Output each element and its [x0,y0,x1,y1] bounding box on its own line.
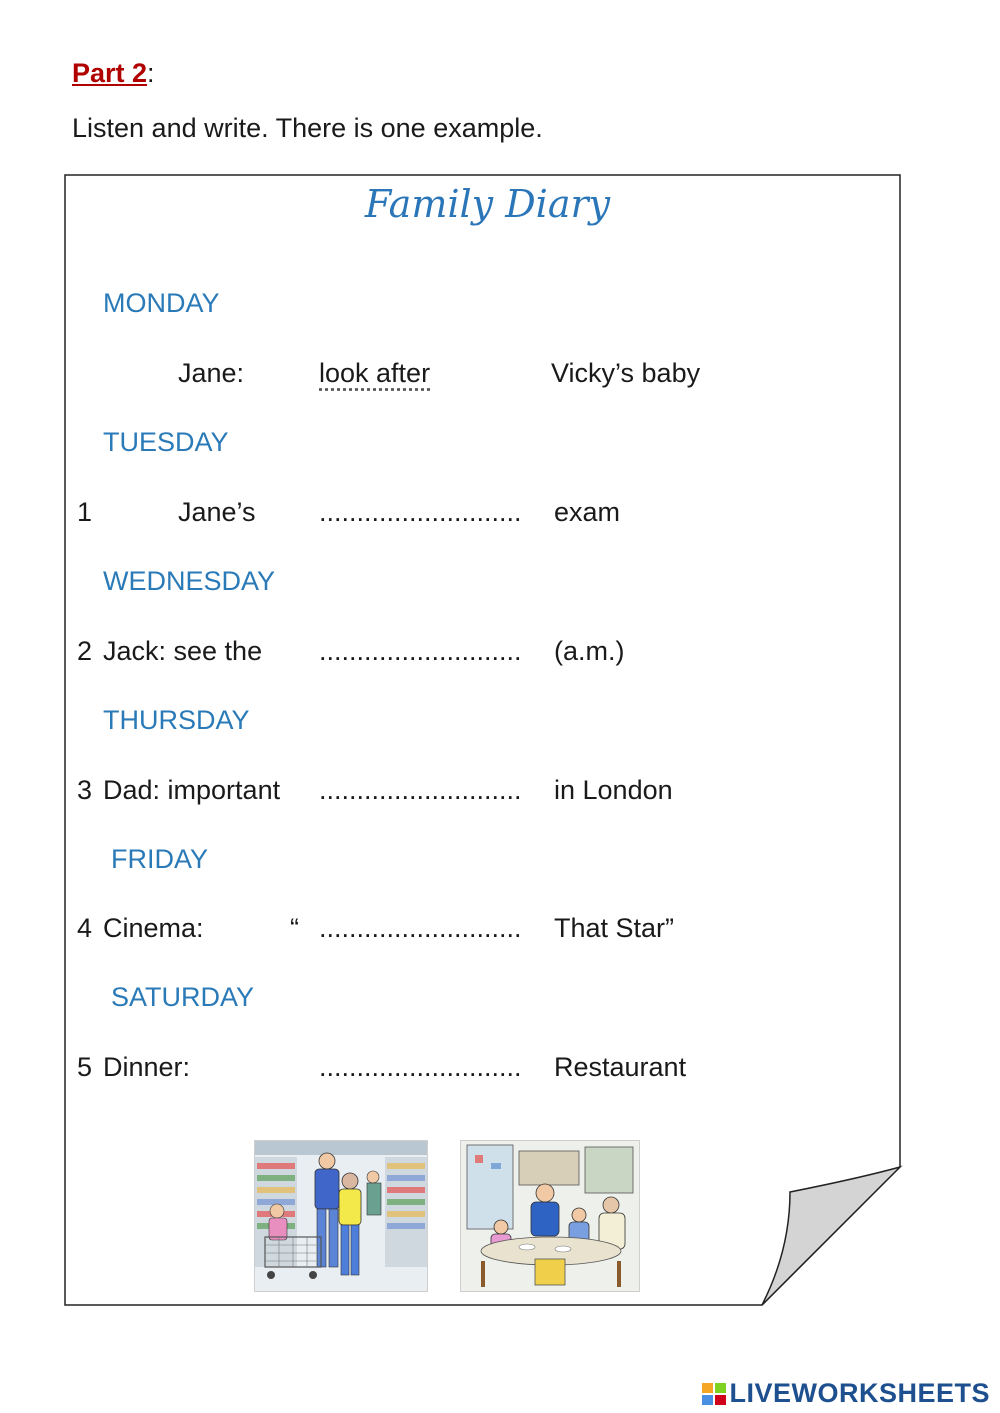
answer-blank-2[interactable]: ........................... [319,636,522,666]
diary-title: Family Diary [364,182,611,226]
example-who: Jane: [178,358,245,388]
item-label: Cinema: [103,913,204,943]
answer-blank-3[interactable]: ........................... [319,775,522,805]
open-quote: “ [290,913,299,943]
item-rest: in London [554,775,673,805]
item-number: 5 [77,1052,93,1082]
item-number: 2 [77,636,93,666]
example-answer: look after [319,358,431,388]
answer-blank-1[interactable]: ........................... [319,497,522,527]
item-rest: exam [554,497,621,527]
example-rest: Vicky’s baby [551,358,701,388]
day-tuesday: TUESDAY [103,427,229,457]
part-colon: : [147,58,155,88]
day-thursday: THURSDAY [103,705,250,735]
item-rest: Restaurant [554,1052,687,1082]
day-wednesday: WEDNESDAY [103,566,276,596]
item-number: 1 [77,497,93,527]
item-rest: (a.m.) [554,636,625,666]
item-number: 3 [77,775,93,805]
day-saturday: SATURDAY [111,982,255,1012]
day-friday: FRIDAY [111,844,209,874]
item-label: Jack: see the [103,636,263,666]
item-label: Dad: important [103,775,281,805]
supermarket-illustration [254,1140,428,1292]
family-dinner-illustration [460,1140,640,1292]
item-label: Jane’s [178,497,256,527]
item-label: Dinner: [103,1052,191,1082]
liveworksheets-brand [702,1378,990,1409]
part-label: Part 2 [72,58,148,88]
brand-text: LIVEWORKSHEETS [729,1378,990,1408]
item-rest: That Star” [554,913,675,943]
answer-blank-5[interactable]: ........................... [319,1052,522,1082]
answer-blank-4[interactable]: ........................... [319,913,522,943]
liveworksheets-logo-icon [702,1383,726,1405]
day-monday: MONDAY [103,288,220,318]
instruction-text: Listen and write. There is one example. [72,113,543,143]
item-number: 4 [77,913,93,943]
